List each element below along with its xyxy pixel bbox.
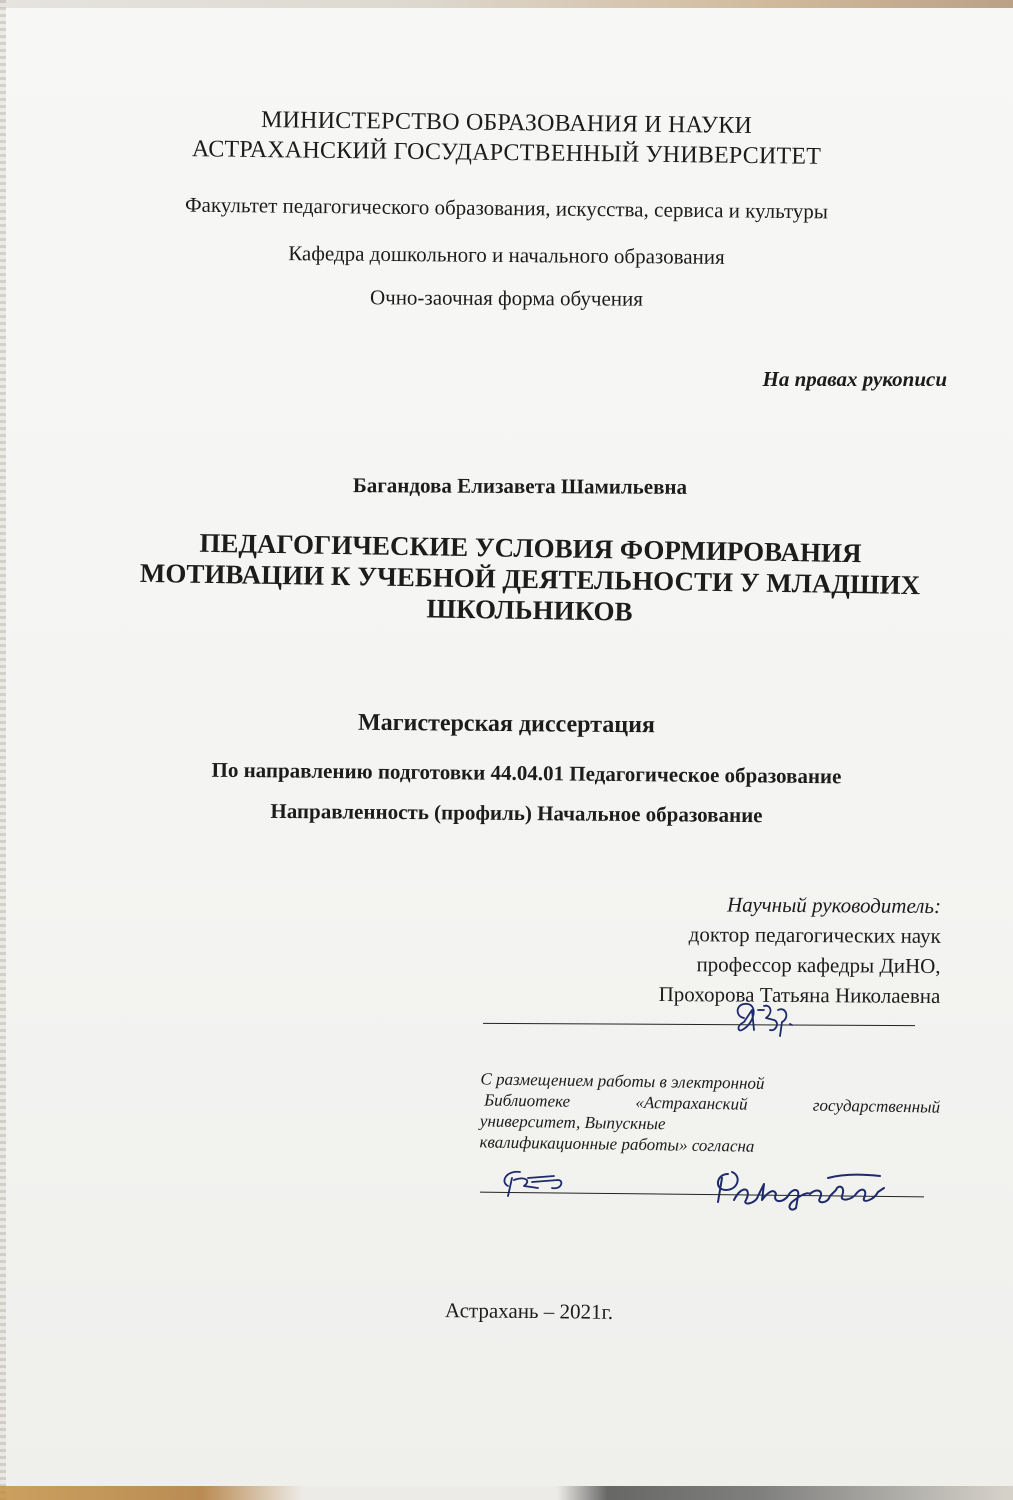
thesis-title-line: ПЕДАГОГИЧЕСКИЕ УСЛОВИЯ ФОРМИРОВАНИЯ — [199, 527, 862, 569]
repository-consent — [479, 1068, 940, 1159]
repository-line: университет, Выпускные — [479, 1111, 666, 1134]
university-heading: АСТРАХАНСКИЙ ГОСУДАРСТВЕННЫЙ УНИВЕРСИТЕТ — [191, 136, 822, 170]
supervisor-role: Научный руководитель: — [727, 892, 942, 918]
author-name: Багандова Елизавета Шамильевна — [352, 473, 688, 499]
manuscript-note: На правах рукописи — [762, 367, 947, 391]
thesis-title-line: ШКОЛЬНИКОВ — [426, 593, 633, 627]
consent-name-signature — [712, 1164, 912, 1214]
city-year: Астрахань – 2021г. — [444, 1298, 614, 1324]
study-form-line: Очно-заочная форма обучения — [369, 285, 644, 311]
thesis-title — [99, 526, 960, 632]
supervisor-block — [659, 889, 942, 1011]
scan-bottom-edge — [0, 1486, 1013, 1500]
repository-word: «Астраханский — [635, 1092, 748, 1114]
degree-type: Магистерская диссертация — [357, 709, 656, 739]
supervisor-name: Прохорова Татьяна Николаевна — [658, 982, 941, 1008]
thesis-title-line: МОТИВАЦИИ К УЧЕБНОЙ ДЕЯТЕЛЬНОСТИ У МЛАДШИХ — [139, 557, 921, 601]
ministry-heading: МИНИСТЕРСТВО ОБРАЗОВАНИЯ И НАУКИ — [260, 107, 753, 139]
faculty-line: Факультет педагогического образования, искусства, сервиса и культуры — [184, 192, 829, 224]
supervisor-degree: доктор педагогических наук — [688, 922, 942, 948]
scan-left-edge — [0, 0, 6, 1500]
study-direction: По направлению подготовки 44.04.01 Педагогическое образование — [211, 757, 842, 789]
supervisor-signature-line — [483, 1023, 915, 1026]
repository-word: Библиотеке — [484, 1090, 571, 1111]
department-line: Кафедра дошкольного и начального образования — [288, 241, 725, 269]
supervisor-position: профессор кафедры ДиНО, — [696, 952, 941, 978]
repository-word: государственный — [812, 1095, 941, 1117]
repository-line: квалификационные работы» согласна — [479, 1132, 755, 1156]
study-profile: Направленность (профиль) Начальное образование — [270, 798, 763, 828]
consent-short-signature — [498, 1166, 568, 1202]
scan-top-edge — [0, 0, 1013, 8]
repository-line: С размещением работы в электронной — [480, 1069, 765, 1093]
supervisor-signature — [730, 996, 820, 1040]
